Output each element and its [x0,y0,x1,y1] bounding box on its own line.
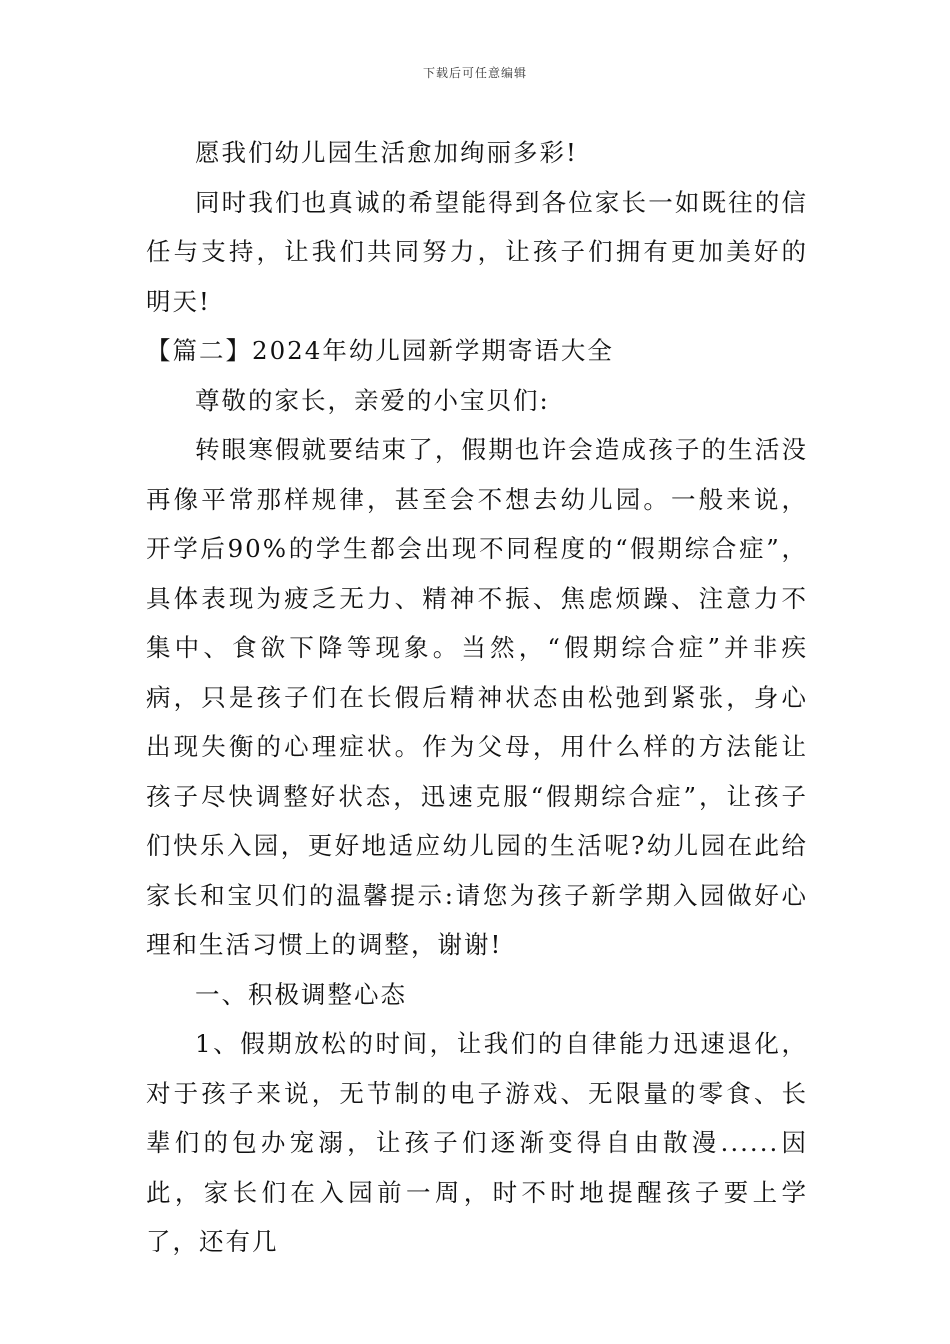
paragraph-closing-wish: 愿我们幼儿园生活愈加绚丽多彩! [195,138,578,167]
paragraph-point-one: 1、假期放松的时间，让我们的自律能力迅速退化，对于孩子来说，无节制的电子游戏、无限量的零食、长辈们的包办宠溺，让孩子们逐渐变得自由散漫......因此，家长们在入园前一周，时不时地提醒孩子要上学了，还有几 [146,1029,808,1256]
document-body [146,128,808,1267]
paragraph-greeting: 尊敬的家长，亲爱的小宝贝们: [195,385,550,415]
paragraph-parent-support: 同时我们也真诚的希望能得到各位家长一如既往的信任与支持，让我们共同努力，让孩子们拥有更加美好的明天! [146,187,808,316]
paragraph-holiday-syndrome: 转眼寒假就要结束了，假期也许会造成孩子的生活没再像平常那样规律，甚至会不想去幼儿园。一般来说，开学后90%的学生都会出现不同程度的“假期综合症”，具体表现为疲乏无力、精神不振、焦虑烦躁、注意力不集中、食欲下降等现象。当然，“假期综合症”并非疾病，只是孩子们在长假后精神状态由松弛到紧张，身心出现失衡的心理症状。作为父母，用什么样的方法能让孩子尽快调整好状态，迅速克服“假期综合症”，让孩子们快乐入园，更好地适应幼儿园的生活呢?幼儿园在此给家长和宝贝们的温馨提示:请您为孩子新学期入园做好心理和生活习惯上的调整，谢谢! [146,435,808,959]
subheading-adjust-mindset: 一、积极调整心态 [195,979,407,1009]
page-header: 下载后可任意编辑 [422,66,527,80]
section-title: 【篇二】2024年幼儿园新学期寄语大全 [146,336,614,365]
